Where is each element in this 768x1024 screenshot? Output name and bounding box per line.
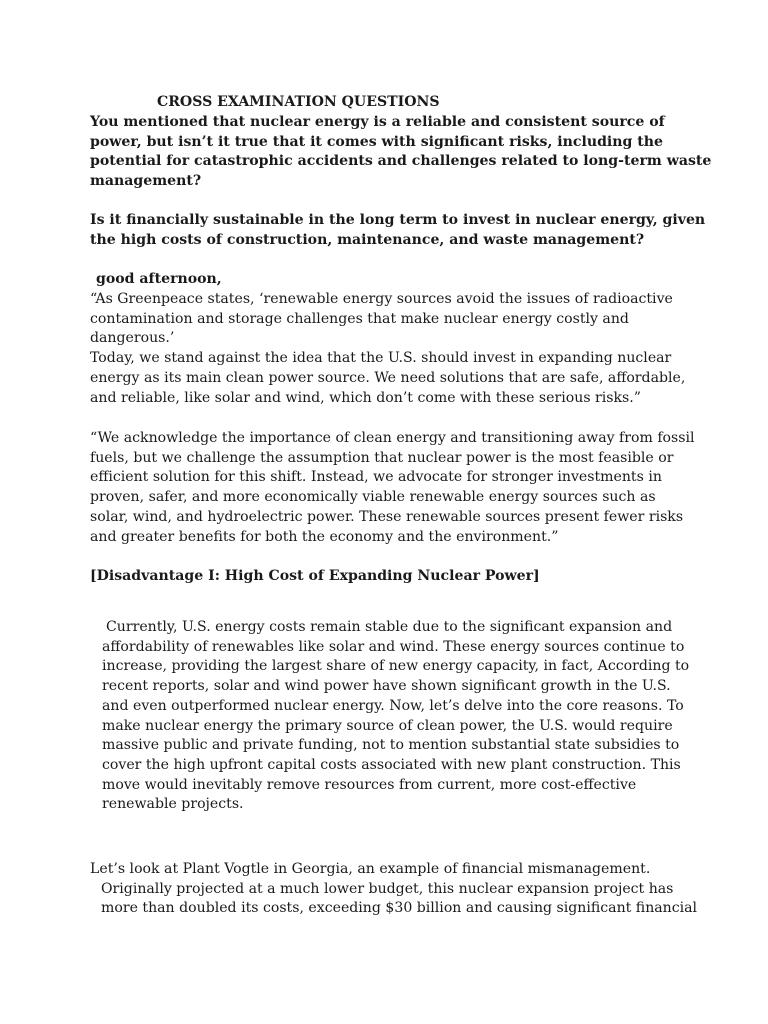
text-line: dangerous.’: [90, 330, 175, 347]
text-line: fuels, but we challenge the assumption that nuclear power is the most feasible or: [90, 449, 674, 466]
text-line: move would inevitably remove resources from current, more cost-effective: [102, 776, 637, 793]
document-heading: CROSS EXAMINATION QUESTIONS: [157, 94, 440, 110]
text-line: “As Greenpeace states, ‘renewable energy sources avoid the issues of radioactive: [90, 291, 673, 307]
text-line: and greater benefits for both the economy and the environment.”: [90, 528, 559, 545]
text-line: “We acknowledge the importance of clean energy and transitioning away from fossil: [90, 430, 695, 446]
text-line: Originally projected at a much lower budget, this nuclear expansion project has: [101, 880, 674, 897]
text-line: make nuclear energy the primary source of clean power, the U.S. would require: [102, 717, 673, 734]
cross-examination-question-1: [90, 113, 712, 192]
text-line: affordability of renewables like solar and wind. These energy sources continue to: [102, 638, 685, 655]
text-line: Today, we stand against the idea that the U.S. should invest in expanding nuclear: [90, 350, 672, 367]
text-line: Currently, U.S. energy costs remain stable due to the significant expansion and: [106, 619, 673, 635]
text-line: increase, providing the largest share of new energy capacity, in fact, According to: [102, 658, 690, 675]
text-line: Let’s look at Plant Vogtle in Georgia, an example of financial mismanagement.: [90, 861, 651, 877]
text-line: potential for catastrophic accidents and challenges related to long-term waste: [90, 153, 712, 170]
greeting: good afternoon,: [96, 271, 222, 287]
text-line: the high costs of construction, maintenance, and waste management?: [90, 231, 645, 248]
text-line: massive public and private funding, not to mention substantial state subsidies to: [102, 737, 680, 754]
text-line: power, but isn’t it true that it comes with significant risks, including the: [90, 133, 664, 150]
text-line: cover the high upfront capital costs associated with new plant construction. This: [102, 756, 681, 773]
greenpeace-quote-paragraph: [90, 290, 686, 408]
disadvantage-heading: [Disadvantage I: High Cost of Expanding Nuclear Power]: [90, 568, 540, 584]
text-line: Is it financially sustainable in the long term to invest in nuclear energy, given: [90, 212, 706, 228]
cost-paragraph: [102, 618, 692, 815]
text-line: efficient solution for this shift. Instead, we advocate for stronger investments in: [90, 469, 662, 486]
text-line: and even outperformed nuclear energy. Now, let’s delve into the core reasons. To: [102, 697, 684, 714]
text-line: energy as its main clean power source. We need solutions that are safe, affordable,: [90, 369, 686, 386]
text-line: solar, wind, and hydroelectric power. These renewable sources present fewer risks: [90, 508, 684, 525]
acknowledgement-paragraph: [90, 429, 695, 547]
text-line: You mentioned that nuclear energy is a reliable and consistent source of: [90, 114, 665, 130]
text-line: management?: [90, 173, 202, 190]
text-line: more than doubled its costs, exceeding $30 billion and causing significant financial: [101, 900, 698, 917]
cross-examination-question-2: [90, 211, 706, 250]
plant-vogtle-paragraph: [90, 860, 698, 919]
text-line: and reliable, like solar and wind, which don’t come with these serious risks.”: [90, 389, 641, 406]
text-line: proven, safer, and more economically viable renewable energy sources such as: [90, 489, 656, 506]
text-line: recent reports, solar and wind power have shown significant growth in the U.S.: [102, 678, 671, 695]
text-line: renewable projects.: [102, 796, 244, 813]
text-line: contamination and storage challenges that make nuclear energy costly and: [90, 310, 629, 327]
